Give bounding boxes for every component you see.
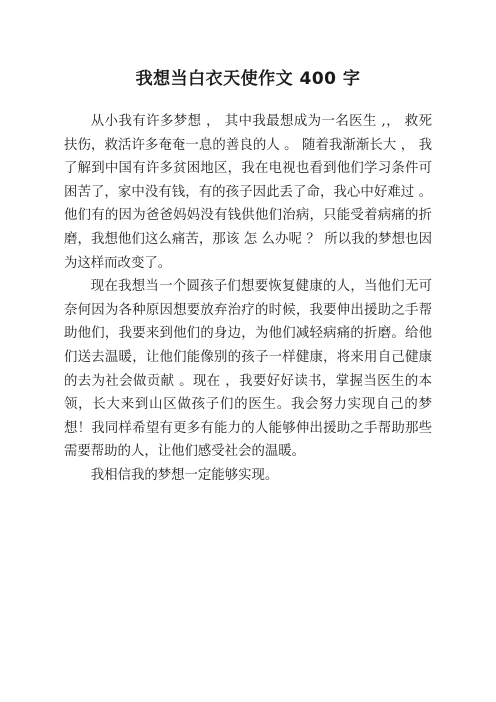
paragraph-2: 现在我想当一个圆孩子们想要恢复健康的人，当他们无可奈何因为各种原因想要放弃治疗的时候，我要伸出援助之手帮助他们，我要来到他们的身边，为他们减轻病痛的折磨。给他们送去温暖，让他们能像别的孩子一样健康，将来用自己健康的去为社会做贡献 。现在 ，我要好好读书，掌握当医生的本领，长大来到山区做孩子们的医生。我会努力实现自己的梦想！我同样希望有更多有能力的人能够伸出援助之手帮助那些需要帮助的人，让他们感受社会的温暖。: [64, 279, 432, 460]
paragraph-3: 我相信我的梦想一定能够实现。: [90, 467, 279, 483]
document-body: [64, 110, 432, 488]
document-title: 我想当白衣天使作文 400 字: [135, 69, 361, 89]
paragraph-1: 从小我有许多梦想 ， 其中我最想成为一名医生 ,， 救死扶伤，救活许多奄奄一息的善良的人 。 随着我渐渐长大 ， 我了解到中国有许多贫困地区，我在电视也看到他们学习条件可困苦了，家中没有钱，有的孩子因此丢了命，我心中好难过 。 他们有的因为爸爸妈妈没有钱供他们治病，只能受着病痛的折磨，我想他们这么痛苦，那该 怎 么办呢 ？ 所以我的梦想也因为这样而改变了。: [64, 114, 432, 271]
